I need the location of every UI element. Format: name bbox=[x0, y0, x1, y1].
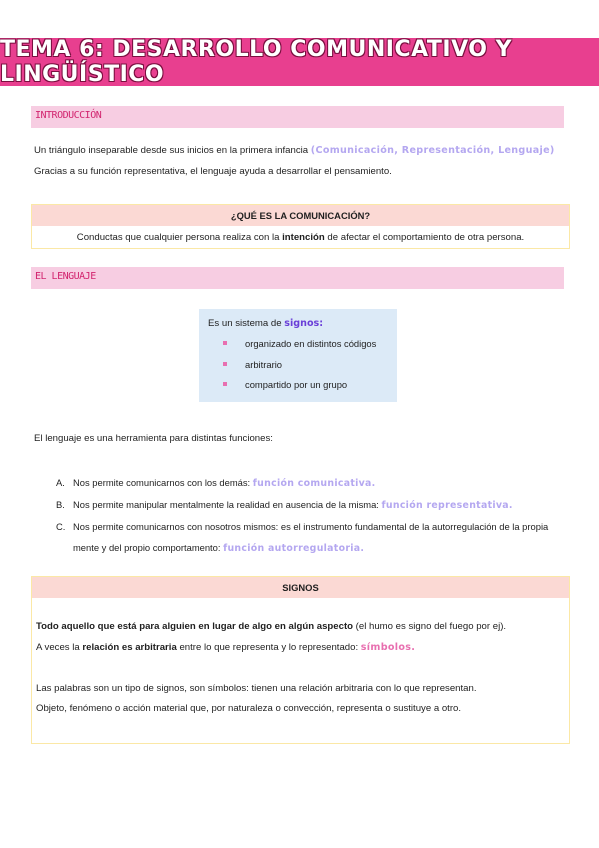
signos-line2-post: entre lo que representa y lo representado: bbox=[176, 642, 361, 653]
function-highlight: función comunicativa. bbox=[252, 478, 376, 489]
comunicacion-box bbox=[31, 204, 570, 249]
signos-box bbox=[31, 576, 570, 744]
function-highlight: función autorregulatoria. bbox=[223, 543, 365, 554]
list-item bbox=[223, 359, 376, 380]
list-item bbox=[223, 338, 376, 359]
signos-definition-rest: (el humo es signo del fuego por ej). bbox=[353, 621, 507, 632]
signos-box-body bbox=[32, 598, 569, 743]
list-number: B. bbox=[56, 499, 65, 510]
signos-card bbox=[199, 309, 397, 402]
signos-line-2 bbox=[36, 642, 415, 653]
signos-line2-bold: relación es arbitraria bbox=[82, 642, 177, 653]
signos-highlight: signos: bbox=[284, 318, 324, 329]
signos-list bbox=[223, 338, 376, 400]
list-item-text: organizado en distintos códigos bbox=[245, 338, 377, 349]
intro-text: Un triángulo inseparable desde sus inicios en la primera infancia bbox=[34, 145, 309, 156]
comunicacion-definition bbox=[32, 226, 569, 248]
signos-line-4: Objeto, fenómeno o acción material que, por naturaleza o convección, representa o sustituye a otro. bbox=[36, 703, 462, 714]
list-number: C. bbox=[56, 521, 66, 532]
list-number: A. bbox=[56, 477, 65, 488]
signos-card-intro bbox=[208, 318, 323, 329]
section-header-label: EL LENGUAJE bbox=[35, 271, 96, 282]
signos-line2-pre: A veces la bbox=[36, 642, 83, 653]
list-item bbox=[56, 472, 566, 494]
list-item-text: Nos permite comunicarnos con nosotros mismos: es el instrumento fundamental de la autorregulación de la propia mente y del propio comportamento: bbox=[73, 521, 549, 553]
list-item-text: Nos permite manipular mentalmente la realidad en ausencia de la misma: bbox=[73, 499, 382, 510]
definition-text-end: de afectar el comportamiento de otra persona. bbox=[324, 232, 525, 243]
signos-heading: SIGNOS bbox=[32, 577, 569, 598]
signos-intro-text: Es un sistema de bbox=[208, 318, 285, 329]
intro-paragraph-1 bbox=[34, 145, 555, 157]
signos-line-1 bbox=[36, 621, 506, 632]
intro-highlight: (Comunicación, Representación, Lenguaje) bbox=[310, 145, 555, 156]
title-banner bbox=[0, 38, 599, 86]
section-header-label: INTRODUCCIÓN bbox=[35, 110, 102, 121]
funciones-intro: El lenguaje es una herramienta para distintas funciones: bbox=[34, 433, 273, 444]
simbolos-highlight: símbolos. bbox=[360, 642, 416, 653]
definition-bold: intención bbox=[282, 232, 325, 243]
intro-paragraph-2: Gracias a su función representativa, el lenguaje ayuda a desarrollar el pensamiento. bbox=[34, 166, 392, 177]
list-item bbox=[56, 516, 566, 559]
bullet-icon bbox=[223, 341, 227, 345]
section-header-lenguaje bbox=[31, 267, 564, 289]
funciones-list bbox=[56, 472, 566, 559]
list-item bbox=[223, 379, 376, 400]
signos-line-3: Las palabras son un tipo de signos, son símbolos: tienen una relación arbitraria con lo que representan. bbox=[36, 683, 477, 694]
list-item-text: arbitrario bbox=[245, 358, 282, 370]
page-title: TEMA 6: DESARROLLO COMUNICATIVO Y LINGÜÍSTICO bbox=[0, 37, 513, 87]
list-item-text: Nos permite comunicarnos con los demás: bbox=[73, 477, 253, 488]
section-header-introduccion bbox=[31, 106, 564, 128]
definition-text: Conductas que cualquier persona realiza con la bbox=[76, 232, 283, 243]
list-item-text: compartido por un grupo bbox=[245, 379, 348, 390]
bullet-icon bbox=[223, 362, 227, 366]
function-highlight: función representativa. bbox=[381, 500, 513, 511]
comunicacion-heading: ¿QUÉ ES LA COMUNICACIÓN? bbox=[32, 205, 569, 226]
signos-definition-bold: Todo aquello que está para alguien en lugar de algo en algún aspecto bbox=[36, 621, 354, 632]
bullet-icon bbox=[223, 382, 227, 386]
list-item bbox=[56, 494, 566, 516]
